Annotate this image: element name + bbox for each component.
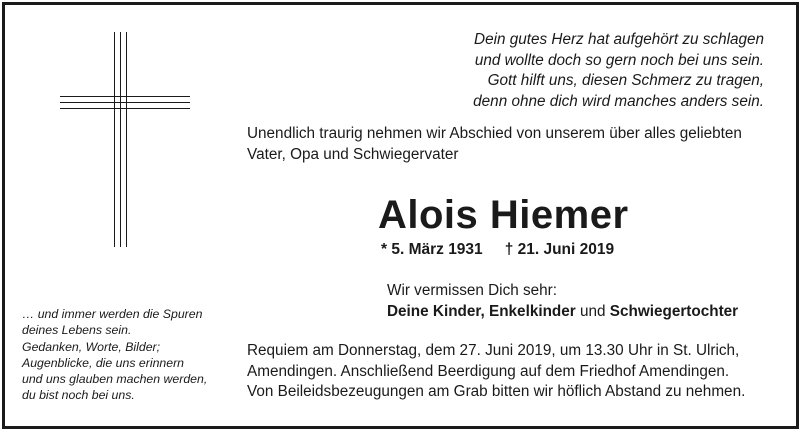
mourners-and: und bbox=[575, 302, 610, 320]
poem-line: Dein gutes Herz hat aufgehört zu schlagen bbox=[474, 31, 764, 48]
quote-line: Augenblicke, die uns erinnern bbox=[22, 355, 185, 370]
life-dates bbox=[381, 241, 614, 259]
poem-line: denn ohne dich wird manches anders sein. bbox=[473, 92, 764, 110]
quote-line: … und immer werden die Spuren bbox=[22, 307, 203, 321]
requiem-info bbox=[247, 341, 787, 403]
quote-line: Gedanken, Worte, Bilder; bbox=[22, 339, 161, 354]
cross-icon bbox=[60, 32, 190, 247]
poem-line: Gott hilft uns, diesen Schmerz zu tragen, bbox=[487, 72, 764, 89]
quote-line: du bist noch bei uns. bbox=[22, 388, 135, 403]
intro-line: Vater, Opa und Schwiegervater bbox=[247, 145, 459, 163]
requiem-line: Amendingen. Anschließend Beerdigung auf dem Friedhof Amendingen. bbox=[247, 362, 730, 380]
birth-date: * 5. März 1931 bbox=[381, 241, 483, 258]
death-date: † 21. Juni 2019 bbox=[504, 241, 615, 258]
mourners-children: Deine Kinder, Enkelkinder bbox=[387, 302, 576, 320]
poem bbox=[404, 30, 764, 112]
requiem-line: Requiem am Donnerstag, dem 27. Juni 2019, um 13.30 Uhr in St. Ulrich, bbox=[247, 342, 740, 359]
mourners-intro: Wir vermissen Dich sehr: bbox=[387, 282, 557, 299]
quote-line: deines Lebens sein. bbox=[22, 323, 132, 338]
mourners-daughter-in-law: Schwiegertochter bbox=[609, 302, 739, 320]
intro-line: Unendlich traurig nehmen wir Abschied von unserem über alles geliebten bbox=[247, 125, 742, 142]
poem-line: und wollte doch so gern noch bei uns sein. bbox=[474, 51, 764, 69]
quote-line: und uns glauben machen werden, bbox=[22, 372, 208, 387]
deceased-name: Alois Hiemer bbox=[378, 193, 629, 237]
mourners bbox=[387, 281, 738, 322]
requiem-line: Von Beileidsbezeugungen am Grab bitten wir höflich Abstand zu nehmen. bbox=[247, 383, 746, 400]
mourners-names bbox=[387, 302, 738, 323]
intro-text bbox=[247, 124, 787, 165]
memorial-quote bbox=[22, 306, 237, 404]
